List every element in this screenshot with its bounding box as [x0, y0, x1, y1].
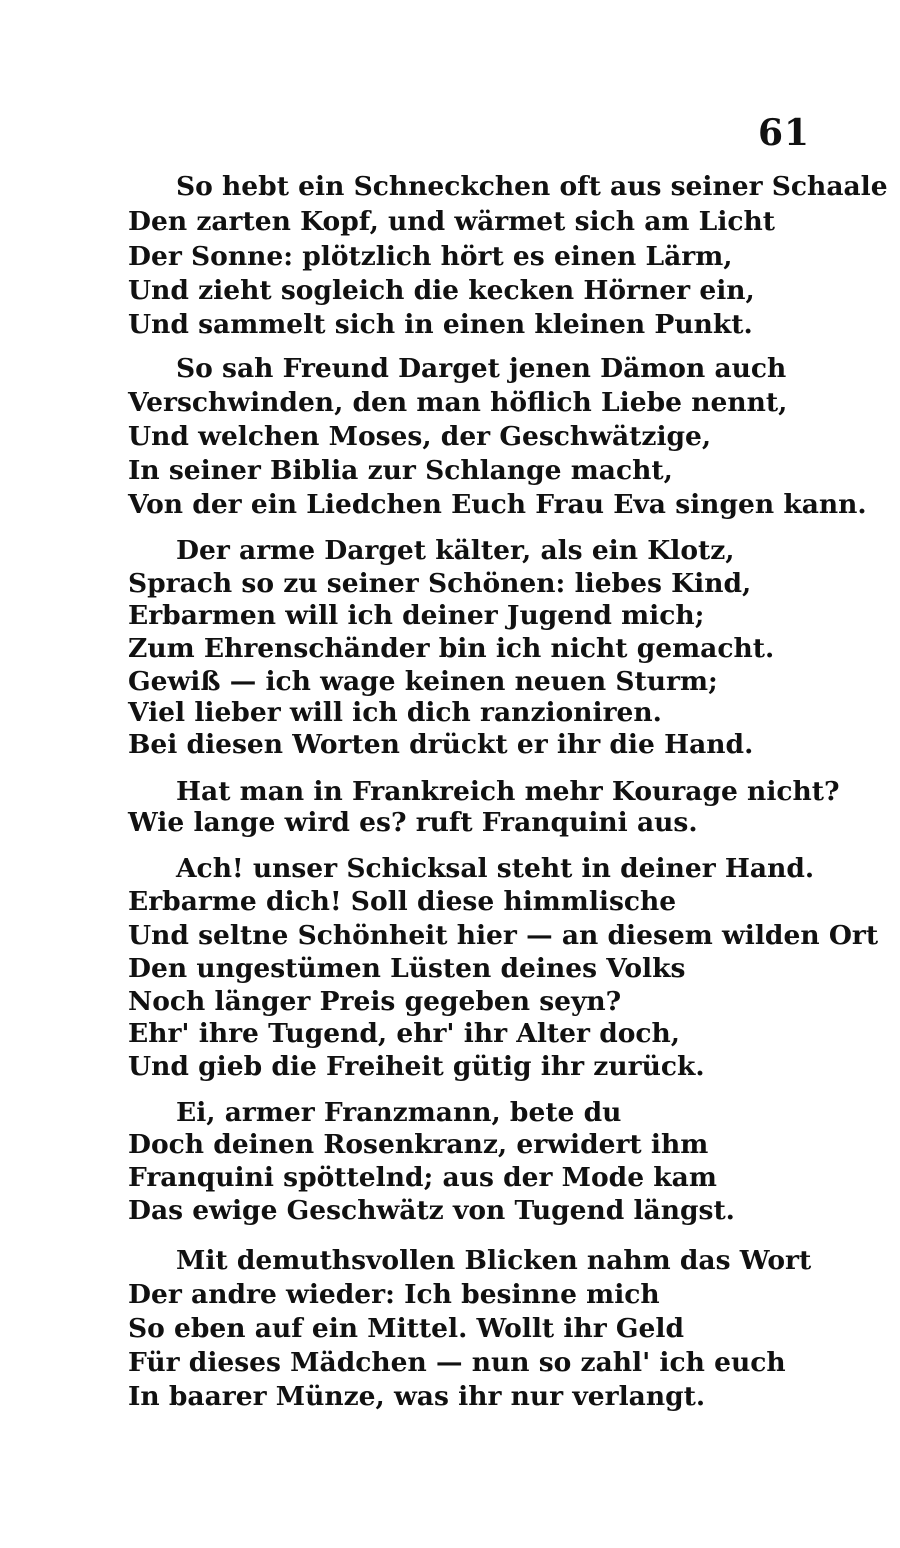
verse-line: Wie lange wird es? ruft Franquini aus.: [128, 807, 698, 838]
page-number: 61: [758, 112, 811, 154]
verse-line: So hebt ein Schneckchen oft aus seiner Schaale: [176, 171, 888, 202]
verse-line: Der andre wieder: Ich besinne mich: [128, 1279, 660, 1310]
verse-line: Der arme Darget kälter, als ein Klotz,: [176, 535, 735, 566]
verse-line: So eben auf ein Mittel. Wollt ihr Geld: [128, 1313, 685, 1344]
verse-line: Und sammelt sich in einen kleinen Punkt.: [128, 309, 753, 340]
verse-line: Zum Ehrenschänder bin ich nicht gemacht.: [128, 633, 775, 664]
verse-line: Noch länger Preis gegeben seyn?: [128, 986, 622, 1017]
verse-line: Ei, armer Franzmann, bete du: [176, 1097, 622, 1128]
verse-line: Den ungestümen Lüsten deines Volks: [128, 953, 686, 984]
verse-line: Doch deinen Rosenkranz, erwidert ihm: [128, 1129, 709, 1160]
verse-line: Erbarme dich! Soll diese himmlische: [128, 886, 677, 917]
verse-line: Bei diesen Worten drückt er ihr die Hand.: [128, 729, 754, 760]
verse-line: In baarer Münze, was ihr nur verlangt.: [128, 1381, 706, 1412]
verse-line: Mit demuthsvollen Blicken nahm das Wort: [176, 1245, 812, 1276]
verse-line: Das ewige Geschwätz von Tugend längst.: [128, 1195, 735, 1226]
verse-line: Sprach so zu seiner Schönen: liebes Kind,: [128, 568, 752, 599]
verse-line: Hat man in Frankreich mehr Kourage nicht?: [176, 776, 840, 807]
verse-line: In seiner Biblia zur Schlange macht,: [128, 455, 673, 486]
verse-line: Erbarmen will ich deiner Jugend mich;: [128, 600, 705, 631]
verse-line: Der Sonne: plötzlich hört es einen Lärm,: [128, 241, 733, 272]
verse-line: Ehr' ihre Tugend, ehr' ihr Alter doch,: [128, 1018, 681, 1049]
verse-line: Gewiß — ich wage keinen neuen Sturm;: [128, 666, 718, 697]
verse-line: Ach! unser Schicksal steht in deiner Hand.: [176, 853, 815, 884]
verse-line: Franquini spöttelnd; aus der Mode kam: [128, 1162, 717, 1193]
verse-line: Viel lieber will ich dich ranzioniren.: [128, 697, 662, 728]
verse-line: Den zarten Kopf, und wärmet sich am Licht: [128, 206, 776, 237]
verse-line: Und gieb die Freiheit gütig ihr zurück.: [128, 1051, 705, 1082]
verse-line: Für dieses Mädchen — nun so zahl' ich euch: [128, 1347, 786, 1378]
verse-line: So sah Freund Darget jenen Dämon auch: [176, 353, 787, 384]
verse-line: Von der ein Liedchen Euch Frau Eva singen kann.: [128, 489, 867, 520]
verse-line: Und seltne Schönheit hier — an diesem wilden Ort: [128, 920, 879, 951]
verse-line: Und welchen Moses, der Geschwätzige,: [128, 421, 712, 452]
verse-line: Und zieht sogleich die kecken Hörner ein,: [128, 275, 755, 306]
verse-line: Verschwinden, den man höflich Liebe nennt,: [128, 387, 788, 418]
